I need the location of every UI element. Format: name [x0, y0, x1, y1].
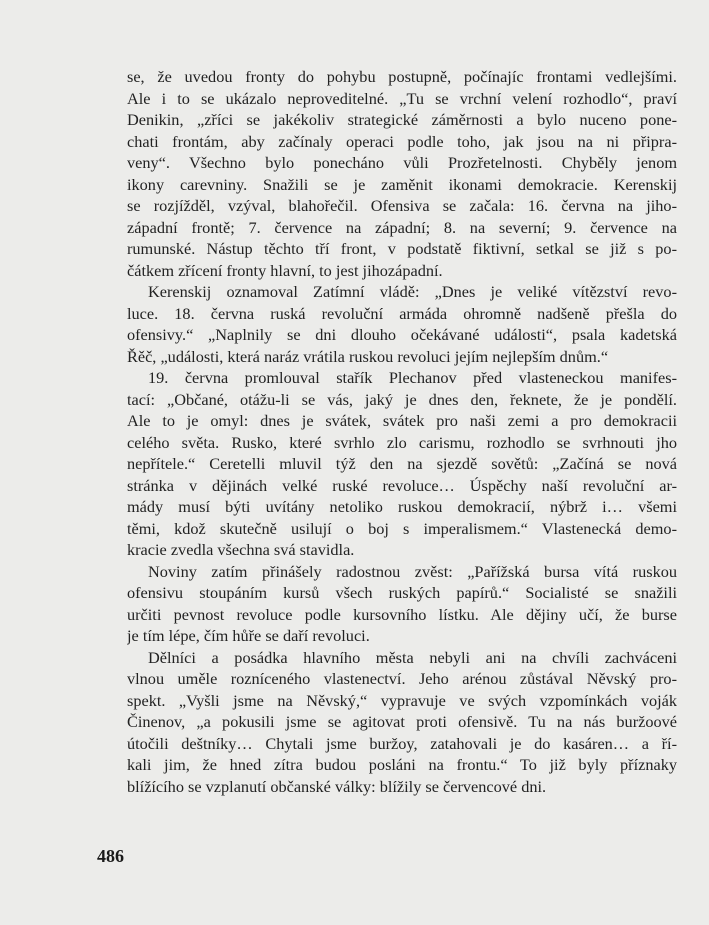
paragraph: [127, 367, 677, 561]
text-line: vlnou uměle rozníceného vlastenectví. Jeho arénou zůstával Něvský pro-: [127, 669, 677, 688]
text-line: ikony carevniny. Snažili se je zaměnit ikonami demokracie. Kerenskij: [127, 174, 677, 194]
text-line: čátkem zřícení fronty hlavní, to jest jihozápadní.: [127, 260, 443, 280]
text-line: chati frontám, aby začínaly operaci podle toho, jak jsou na ni připra-: [127, 131, 677, 151]
text-line: 19. června promlouval stařík Plechanov před vlasteneckou manifes-: [148, 368, 677, 387]
text-line: celého světa. Rusko, které svrhlo zlo carismu, rozhodlo se svrhnouti jho: [127, 432, 677, 452]
text-line: Činenov, „a pokusili jsme se agitovat proti ofensivě. Tu na nás buržoové: [127, 712, 677, 731]
text-line: Kerenskij oznamoval Zatímní vládě: „Dnes je veliké vítězství revo-: [148, 282, 677, 301]
text-line: veny“. Všechno bylo ponecháno vůli Prozřetelnosti. Chyběly jenom: [127, 153, 677, 172]
text-line: Dělníci a posádka hlavního města nebyli ani na chvíli zachváceni: [148, 647, 677, 667]
text-line: je tím lépe, čím hůře se daří revoluci.: [127, 626, 370, 645]
text-line: Řěč, „události, která naráz vrátila ruskou revoluci jejím nejlepším dnům.“: [127, 346, 609, 366]
paragraph: [127, 647, 677, 798]
paragraph: [127, 66, 677, 281]
text-line: kracie zvedla všechna svá stavidla.: [127, 540, 355, 559]
text-line: určiti pevnost revoluce podle kursovního lístku. Ale dějiny učí, že burse: [127, 604, 677, 624]
text-line: stránka v dějinách velké ruské revoluce… Úspěchy naší revoluční ar-: [127, 475, 677, 495]
text-line: kali jim, že hned zítra budou posláni na frontu.“ To již byly příznaky: [127, 755, 677, 774]
text-line: ofensivy.“ „Naplnily se dni dlouho očekávané události“, psala kadetská: [127, 325, 677, 344]
text-line: nepřítele.“ Ceretelli mluvil týž den na sjezdě sovětů: „Začíná se nová: [127, 454, 677, 473]
text-line: tací: „Občané, otážu-li se vás, jaký je dnes den, řeknete, že je pondělí.: [127, 389, 677, 409]
text-line: se rozjížděl, vzýval, blahořečil. Ofensiva se začala: 16. června na jiho-: [127, 196, 677, 215]
page-body-text: [127, 66, 677, 797]
text-line: spekt. „Vyšli jsme na Něvský,“ vypravuje ve svých vzpomínkách voják: [127, 690, 677, 710]
text-line: útočili deštníky… Chytali jsme buržoy, zatahovali je do kasáren… a ří-: [127, 733, 677, 753]
text-line: ofensivu stoupáním kursů všech ruských papírů.“ Socialisté se snažili: [127, 583, 677, 602]
paragraph: [127, 561, 677, 647]
page-number: 486: [97, 846, 124, 866]
text-line: se, že uvedou fronty do pohybu postupně, počínajíc frontami vedlejšími.: [127, 67, 677, 86]
text-line: mády musí býti uvítány netoliko ruskou demokracií, nýbrž i… všemi: [127, 497, 677, 516]
text-line: blížícího se vzplanutí občanské války: blížily se červencové dni.: [127, 776, 547, 796]
paragraph: [127, 281, 677, 367]
text-line: Ale to je omyl: dnes je svátek, svátek pro naši zemi a pro demokracii: [127, 411, 677, 430]
text-line: západní frontě; 7. července na západní; 8. na severní; 9. července na: [127, 217, 677, 237]
text-line: Noviny zatím přinášely radostnou zvěst: „Pařížská bursa vítá ruskou: [148, 561, 677, 581]
text-line: těmi, kdož skutečně usilují o boj s imperalismem.“ Vlastenecká demo-: [127, 518, 677, 538]
text-line: Denikin, „zříci se jakékoliv strategické záměrnosti a bylo nuceno pone-: [127, 110, 677, 129]
text-line: luce. 18. června ruská revoluční armáda ohromně nadšeně přešla do: [127, 303, 677, 323]
text-line: rumunské. Nástup těchto tří front, v podstatě fiktivní, setkal se již s po-: [127, 239, 677, 258]
text-line: Ale i to se ukázalo neproveditelné. „Tu se vrchní velení rozhodlo“, praví: [127, 88, 677, 108]
